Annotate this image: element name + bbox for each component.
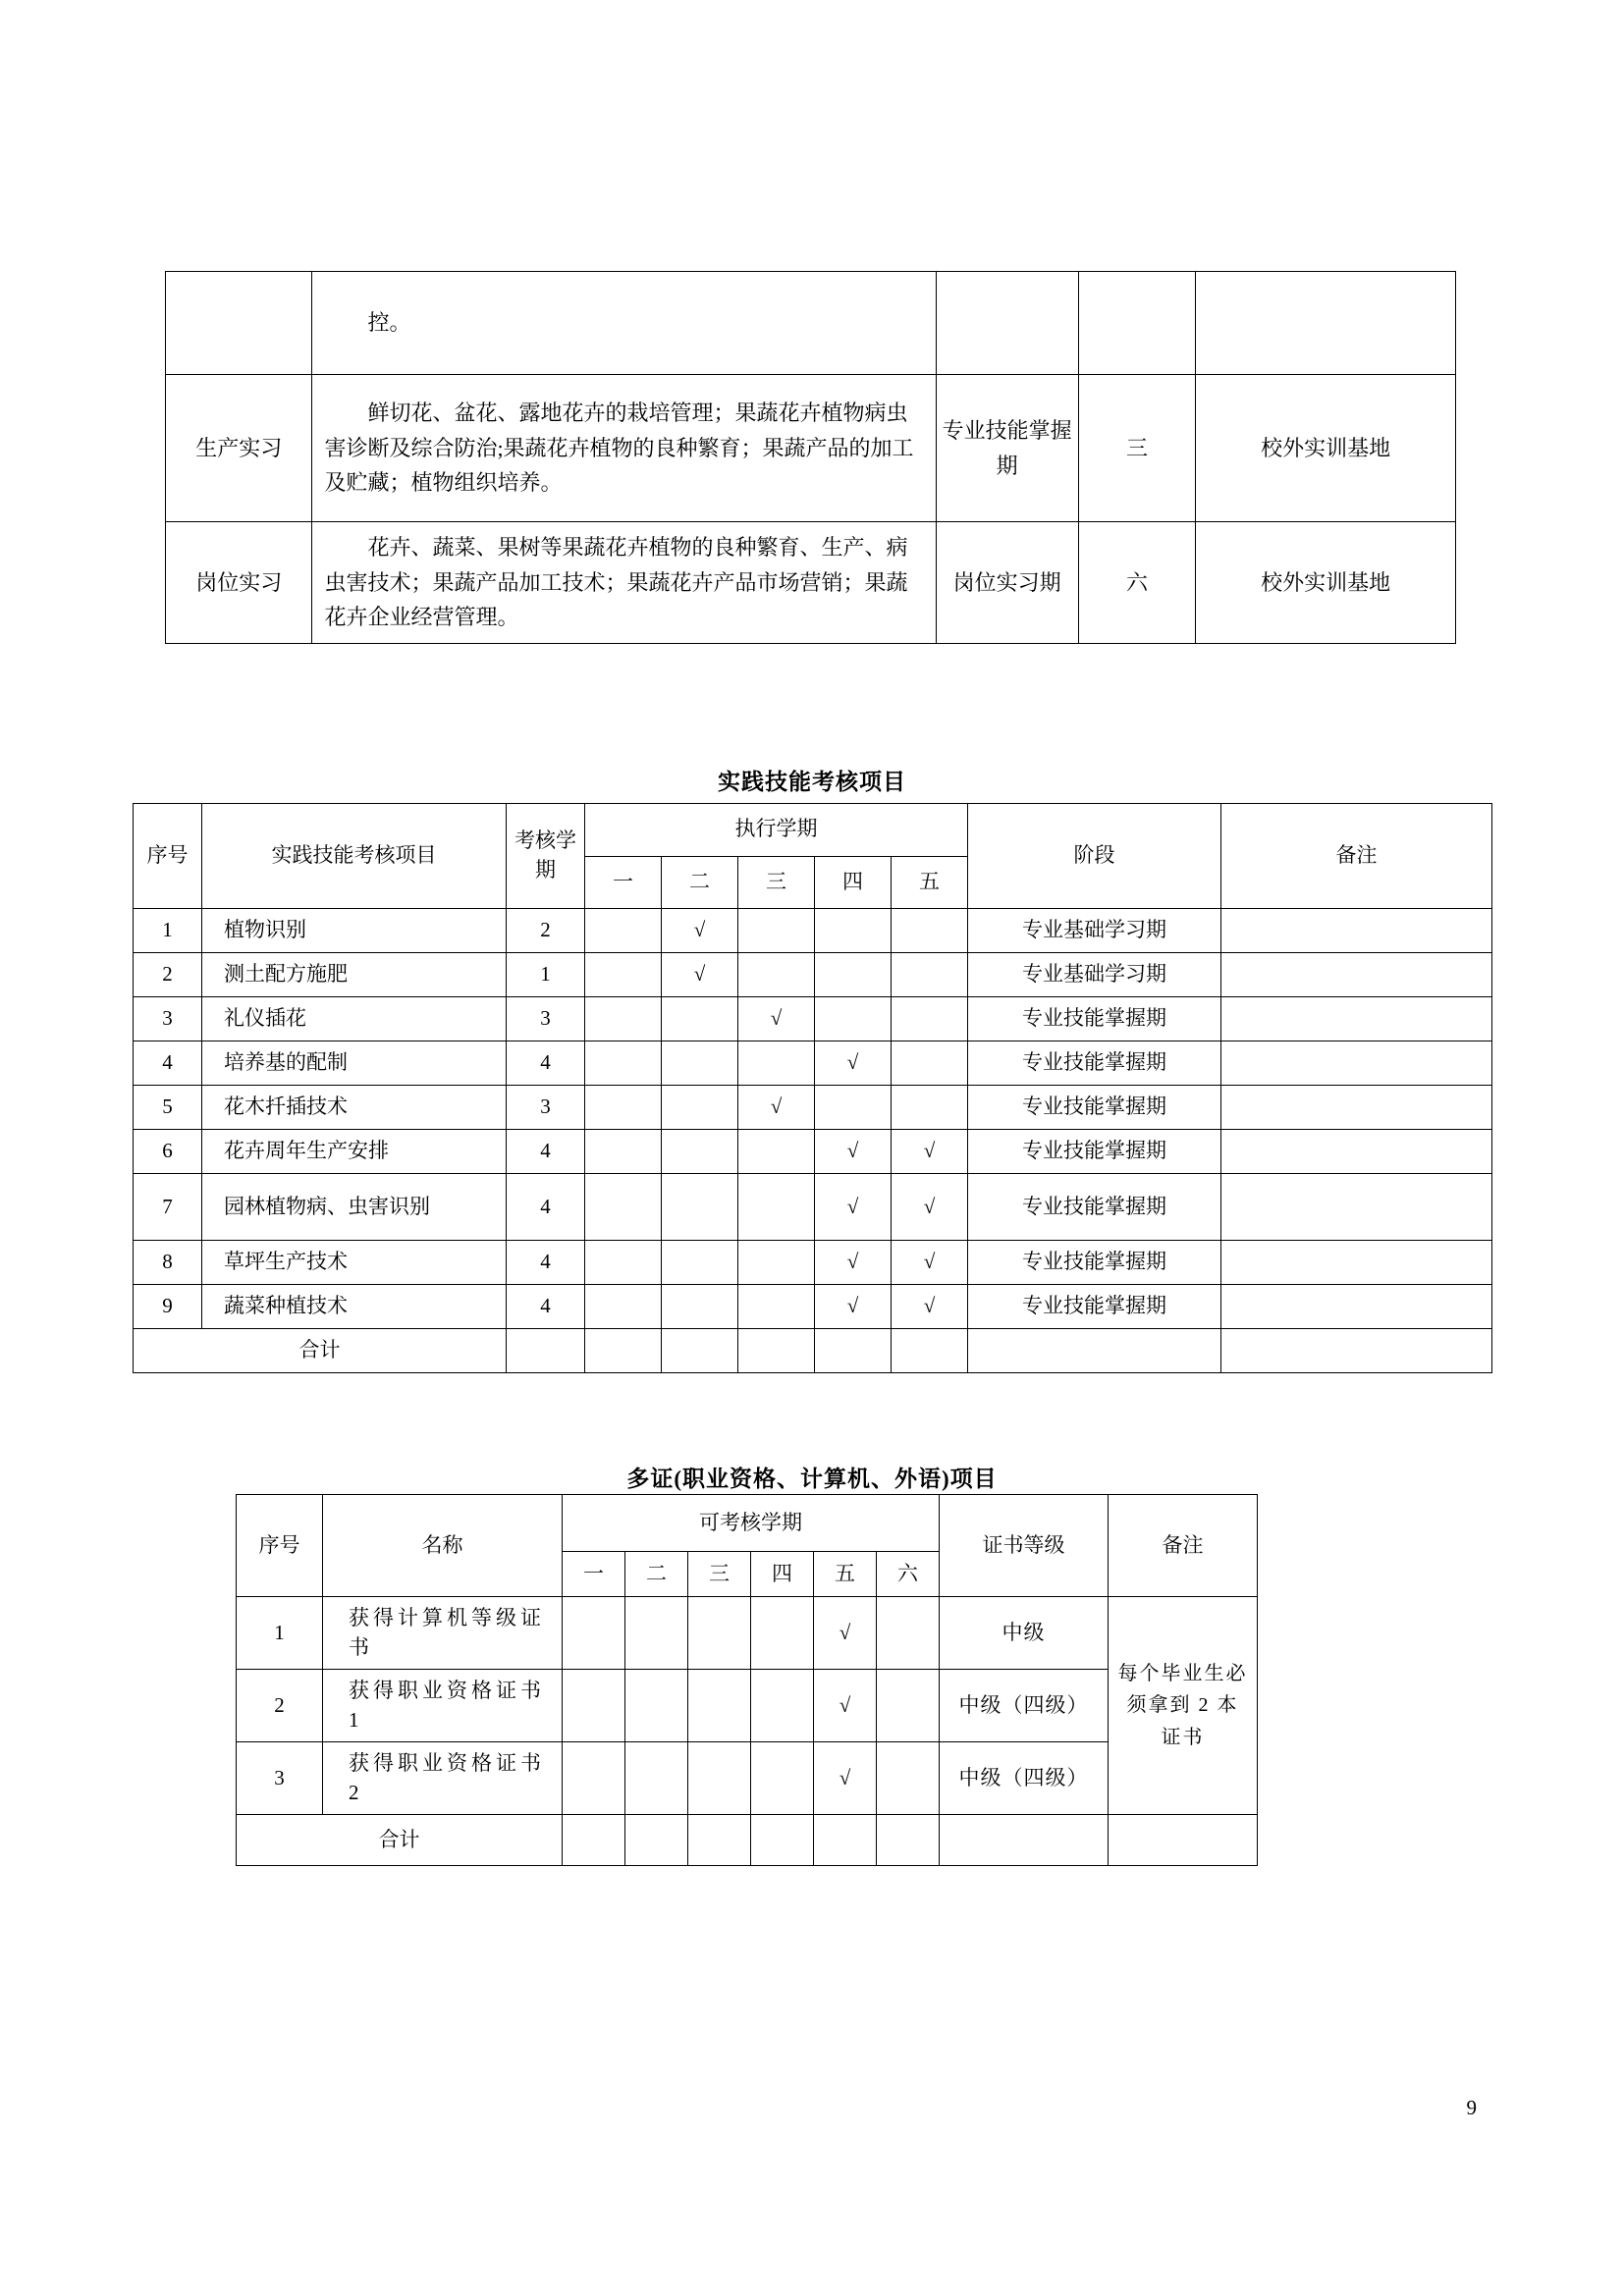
cell-mark-4 [815,909,892,953]
cell-mark-4: √ [815,1130,892,1174]
table-row [166,272,1456,375]
header-seq: 序号 [237,1495,323,1597]
cell-practice-desc: 鲜切花、盆花、露地花卉的栽培管理；果蔬花卉植物病虫害诊断及综合防治;果蔬花卉植物的良种繁育；果蔬产品的加工及贮藏；植物组织培养。 [312,375,936,522]
cell-exam-term: 3 [507,1086,585,1130]
cell-mark-3 [688,1741,751,1814]
header-remark: 备注 [1109,1495,1258,1597]
table-header-row [237,1495,1258,1552]
table-row [134,1086,1492,1130]
cell-stage: 专业技能掌握期 [968,1285,1221,1329]
cell-total-mark-4 [815,1329,892,1373]
cell-mark-5 [892,997,968,1041]
cell-total-mark-1 [563,1814,625,1865]
cell-mark-2 [662,997,738,1041]
cell-mark-4 [751,1669,814,1741]
header-term-6: 六 [877,1552,940,1597]
cell-mark-5 [892,953,968,997]
table-row [134,953,1492,997]
cell-mark-2 [662,1041,738,1086]
cell-remark [1221,1041,1492,1086]
cell-seq: 1 [134,909,202,953]
table-row [237,1669,1258,1741]
cell-mark-6 [877,1741,940,1814]
cell-mark-2 [625,1741,688,1814]
cell-seq: 2 [237,1669,323,1741]
header-stage: 阶段 [968,804,1221,909]
cell-mark-1 [563,1741,625,1814]
table-row [166,375,1456,522]
cell-mark-3 [738,953,815,997]
cell-mark-4: √ [815,1041,892,1086]
cell-practice-name [166,272,312,375]
cell-mark-2 [625,1597,688,1670]
cell-mark-1 [585,909,662,953]
cell-seq: 7 [134,1174,202,1241]
cell-mark-2 [662,1130,738,1174]
header-term-3: 三 [688,1552,751,1597]
cell-practice-stage: 岗位实习期 [936,522,1078,644]
cell-stage: 专业技能掌握期 [968,1130,1221,1174]
cell-mark-2 [662,1174,738,1241]
cell-remark [1221,1241,1492,1285]
cell-practice-desc: 控。 [312,272,936,375]
table-row [134,1285,1492,1329]
cell-mark-4: √ [815,1241,892,1285]
cell-project: 花木扦插技术 [202,1086,507,1130]
cell-remark [1221,1086,1492,1130]
table-total-row [134,1329,1492,1373]
header-term-2: 二 [662,856,738,909]
cell-practice-name: 生产实习 [166,375,312,522]
cell-remark [1221,1174,1492,1241]
header-term-2: 二 [625,1552,688,1597]
cell-practice-desc: 花卉、蔬菜、果树等果蔬花卉植物的良种繁育、生产、病虫害技术；果蔬产品加工技术；果蔬花卉产品市场营销；果蔬花卉企业经营管理。 [312,522,936,644]
header-execute-term: 执行学期 [585,804,968,857]
cell-mark-5 [892,1086,968,1130]
cell-mark-6 [877,1669,940,1741]
table-row [134,1130,1492,1174]
cell-project: 植物识别 [202,909,507,953]
cell-mark-3 [738,1241,815,1285]
cell-total-label: 合计 [237,1814,563,1865]
table-row [237,1741,1258,1814]
table-row [134,909,1492,953]
cell-exam-term: 4 [507,1241,585,1285]
cell-stage: 专业技能掌握期 [968,1174,1221,1241]
cell-mark-4 [751,1741,814,1814]
cell-mark-2 [625,1669,688,1741]
cell-project: 草坪生产技术 [202,1241,507,1285]
table-row [134,1174,1492,1241]
cell-total-mark-6 [877,1814,940,1865]
header-exam-term: 考核学期 [507,804,585,909]
cell-mark-4: √ [815,1174,892,1241]
multi-cert-table [236,1494,1258,1866]
header-project: 实践技能考核项目 [202,804,507,909]
cell-practice-term [1078,272,1196,375]
cell-cert-level: 中级 [940,1597,1109,1670]
cell-practice-place: 校外实训基地 [1196,522,1456,644]
header-term-1: 一 [563,1552,625,1597]
cell-project: 花卉周年生产安排 [202,1130,507,1174]
cell-mark-1 [585,1086,662,1130]
header-seq: 序号 [134,804,202,909]
cell-mark-1 [585,997,662,1041]
cell-seq: 3 [237,1741,323,1814]
cell-project: 礼仪插花 [202,997,507,1041]
cell-seq: 6 [134,1130,202,1174]
table-row [134,1041,1492,1086]
cell-seq: 8 [134,1241,202,1285]
header-term-3: 三 [738,856,815,909]
cell-exam-term: 1 [507,953,585,997]
cell-mark-5: √ [814,1669,877,1741]
cell-mark-2 [662,1086,738,1130]
cell-seq: 1 [237,1597,323,1670]
cell-seq: 3 [134,997,202,1041]
cell-remark [1221,1130,1492,1174]
cell-stage: 专业技能掌握期 [968,997,1221,1041]
cell-mark-5: √ [892,1130,968,1174]
cell-remark [1221,909,1492,953]
cell-total-mark-2 [662,1329,738,1373]
cell-practice-term: 三 [1078,375,1196,522]
cell-total-stage [968,1329,1221,1373]
header-term-1: 一 [585,856,662,909]
cell-mark-5: √ [892,1241,968,1285]
cell-mark-6 [877,1597,940,1670]
cell-exam-term: 3 [507,997,585,1041]
cell-remark [1221,997,1492,1041]
skill-assessment-table [133,803,1492,1373]
header-term-5: 五 [892,856,968,909]
cell-mark-1 [585,1174,662,1241]
cell-stage: 专业技能掌握期 [968,1086,1221,1130]
cell-project: 测土配方施肥 [202,953,507,997]
header-term-4: 四 [815,856,892,909]
page-number: 9 [1466,2096,1477,2119]
cell-cert-level: 中级（四级） [940,1741,1109,1814]
cell-mark-5: √ [892,1174,968,1241]
cell-total-mark-4 [751,1814,814,1865]
cell-exam-term: 4 [507,1174,585,1241]
cell-total-remark [1221,1329,1492,1373]
cell-mark-3 [738,909,815,953]
cell-remark [1221,953,1492,997]
section-title-multi-cert: 多证(职业资格、计算机、外语)项目 [626,1467,998,1491]
cell-project: 园林植物病、虫害识别 [202,1174,507,1241]
cell-mark-5: √ [814,1741,877,1814]
cell-stage: 专业技能掌握期 [968,1241,1221,1285]
cell-mark-4: √ [815,1285,892,1329]
cell-mark-5 [892,909,968,953]
cell-cert-level: 中级（四级） [940,1669,1109,1741]
cell-cert-name: 获得职业资格证书 1 [323,1669,563,1741]
cell-total-cert-level [940,1814,1109,1865]
cell-practice-name: 岗位实习 [166,522,312,644]
cell-mark-4 [815,953,892,997]
practice-teaching-table [165,271,1456,644]
cell-mark-4 [815,997,892,1041]
cell-exam-term: 2 [507,909,585,953]
cell-exam-term: 4 [507,1041,585,1086]
cell-seq: 4 [134,1041,202,1086]
cell-cert-name: 获得计算机等级证书 [323,1597,563,1670]
cell-remark: 每个毕业生必须拿到 2 本证书 [1109,1597,1258,1815]
cell-stage: 专业基础学习期 [968,909,1221,953]
cell-remark [1221,1285,1492,1329]
cell-seq: 9 [134,1285,202,1329]
header-term-4: 四 [751,1552,814,1597]
table-row [237,1597,1258,1670]
cell-total-mark-3 [738,1329,815,1373]
cell-mark-3 [688,1669,751,1741]
cell-practice-stage [936,272,1078,375]
cell-project: 培养基的配制 [202,1041,507,1086]
cell-total-label: 合计 [134,1329,507,1373]
cell-mark-1 [585,1041,662,1086]
table-row [166,522,1456,644]
header-exam-terms: 可考核学期 [563,1495,940,1552]
cell-mark-3 [738,1041,815,1086]
cell-stage: 专业技能掌握期 [968,1041,1221,1086]
cell-mark-3 [738,1174,815,1241]
cell-practice-place: 校外实训基地 [1196,375,1456,522]
cell-total-mark-5 [814,1814,877,1865]
cell-project: 蔬菜种植技术 [202,1285,507,1329]
cell-practice-stage: 专业技能掌握期 [936,375,1078,522]
cell-mark-3 [738,1130,815,1174]
cell-mark-1 [585,953,662,997]
cell-mark-3 [738,1285,815,1329]
cell-mark-2 [662,1285,738,1329]
cell-mark-3: √ [738,997,815,1041]
cell-stage: 专业基础学习期 [968,953,1221,997]
cell-cert-name: 获得职业资格证书 2 [323,1741,563,1814]
cell-exam-term: 4 [507,1285,585,1329]
cell-exam-term: 4 [507,1130,585,1174]
cell-total-mark-3 [688,1814,751,1865]
header-name: 名称 [323,1495,563,1597]
header-cert-level: 证书等级 [940,1495,1109,1597]
cell-mark-2: √ [662,953,738,997]
cell-practice-place [1196,272,1456,375]
cell-mark-2 [662,1241,738,1285]
cell-seq: 2 [134,953,202,997]
cell-mark-4 [815,1086,892,1130]
table-row [134,997,1492,1041]
table-row [134,1241,1492,1285]
table-total-row [237,1814,1258,1865]
table-header-row [134,804,1492,857]
cell-seq: 5 [134,1086,202,1130]
cell-mark-5 [892,1041,968,1086]
cell-mark-4 [751,1597,814,1670]
cell-mark-5: √ [892,1285,968,1329]
cell-mark-1 [563,1669,625,1741]
cell-mark-2: √ [662,909,738,953]
header-remark: 备注 [1221,804,1492,909]
cell-mark-1 [585,1285,662,1329]
cell-total-mark-1 [585,1329,662,1373]
cell-total-mark-5 [892,1329,968,1373]
cell-mark-3 [688,1597,751,1670]
cell-total-remark [1109,1814,1258,1865]
cell-mark-1 [585,1130,662,1174]
cell-mark-1 [563,1597,625,1670]
cell-mark-1 [585,1241,662,1285]
cell-total-exam-term [507,1329,585,1373]
header-term-5: 五 [814,1552,877,1597]
section-title-skill-assessment: 实践技能考核项目 [718,770,906,794]
cell-practice-term: 六 [1078,522,1196,644]
cell-mark-5: √ [814,1597,877,1670]
cell-mark-3: √ [738,1086,815,1130]
cell-total-mark-2 [625,1814,688,1865]
